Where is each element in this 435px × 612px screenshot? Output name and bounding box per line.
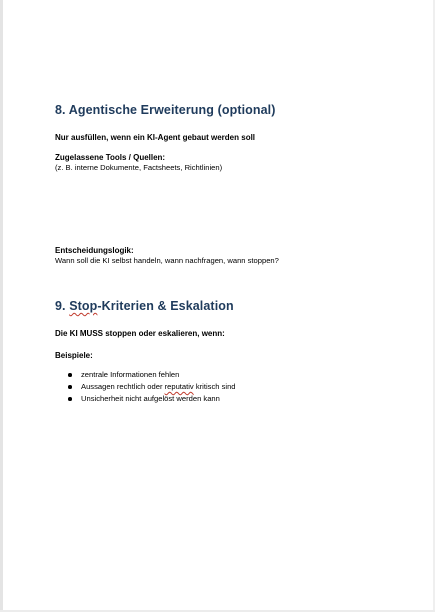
list-item — [67, 382, 236, 394]
section-9-intro: Die KI MUSS stoppen oder eskalieren, wenn: — [55, 329, 225, 338]
criteria-list — [67, 370, 236, 406]
list-item — [67, 394, 236, 406]
list-item-text: zentrale Informationen fehlen — [81, 370, 180, 379]
spellcheck-flagged-word[interactable]: Stop — [69, 299, 98, 313]
section-8-title: Agentische Erweiterung (optional) — [68, 103, 276, 117]
tools-hint: (z. B. interne Dokumente, Factsheets, Richtlinien) — [55, 163, 223, 172]
spellcheck-flagged-word[interactable]: reputativ — [164, 382, 194, 391]
list-item-text: Aussagen rechtlich oder — [81, 382, 165, 391]
logic-hint: Wann soll die KI selbst handeln, wann nachfragen, wann stoppen? — [55, 256, 279, 265]
section-8-number: 8. — [55, 103, 66, 117]
logic-label: Entscheidungslogik: — [55, 246, 134, 255]
tools-label: Zugelassene Tools / Quellen: — [55, 153, 166, 162]
page-left-edge — [0, 0, 3, 612]
section-9-title-rest: -Kriterien & Eskalation — [97, 299, 234, 313]
bullet-icon — [68, 373, 72, 377]
section-8-heading — [55, 103, 276, 117]
list-item-text: Unsicherheit nicht aufgelöst werden kann — [81, 394, 220, 403]
bullet-icon — [68, 397, 72, 401]
bullet-icon — [68, 385, 72, 389]
section-9-number: 9. — [55, 299, 66, 313]
examples-label: Beispiele: — [55, 351, 93, 360]
section-9-heading — [55, 299, 234, 313]
list-item — [67, 370, 236, 382]
section-8-intro: Nur ausfüllen, wenn ein KI-Agent gebaut werden soll — [55, 133, 256, 142]
list-item-text: kritisch sind — [193, 382, 236, 391]
